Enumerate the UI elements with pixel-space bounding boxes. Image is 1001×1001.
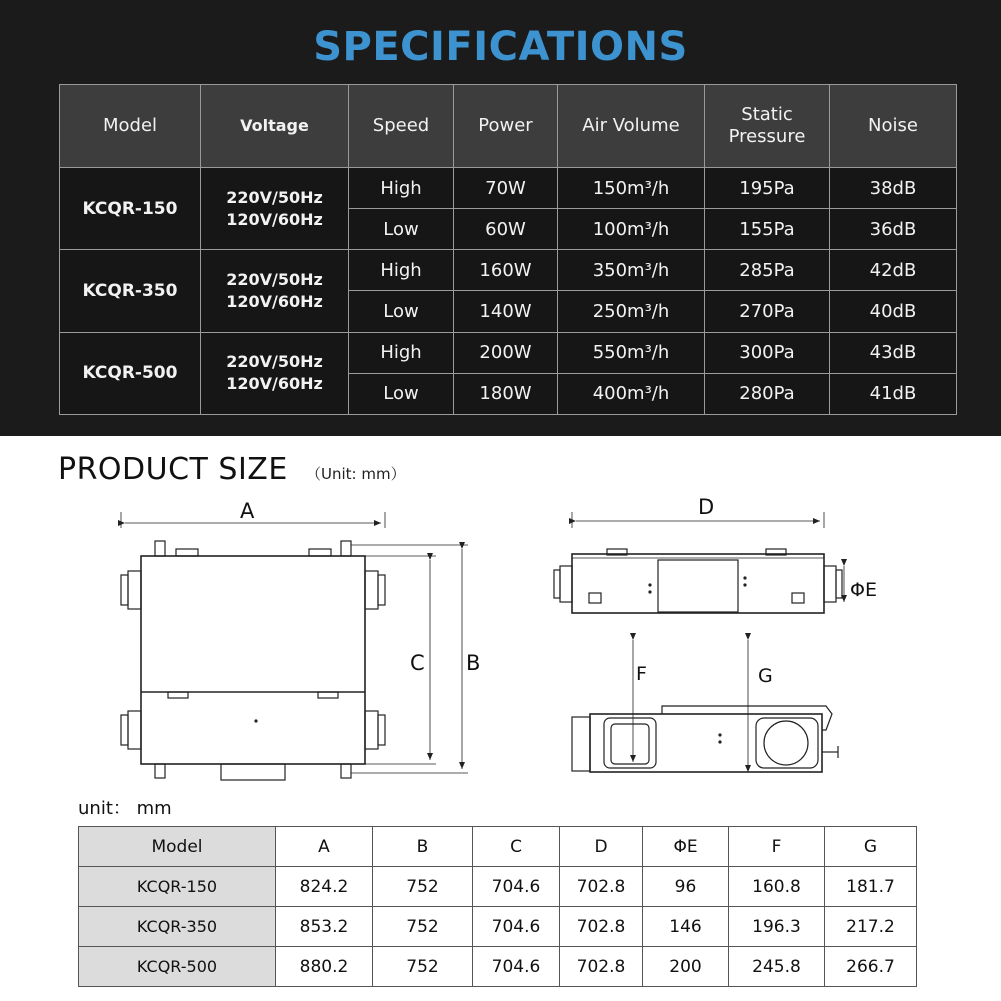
dims-header-e: ΦE — [643, 827, 729, 867]
spec-static-pressure-cell: 155Pa — [705, 209, 830, 250]
dims-model-cell: KCQR-500 — [79, 947, 276, 987]
dims-header-row — [79, 827, 917, 867]
dims-value-cell: 853.2 — [276, 907, 373, 947]
spec-header-model: Model — [60, 85, 201, 168]
specifications-table — [59, 84, 957, 415]
dims-value-cell: 752 — [373, 947, 473, 987]
dims-value-cell: 160.8 — [729, 867, 825, 907]
spec-power-cell: 160W — [454, 250, 558, 291]
product-size-unit-note: （Unit: mm） — [306, 465, 406, 483]
spec-header-speed: Speed — [349, 85, 454, 168]
dims-header-model: Model — [79, 827, 276, 867]
dims-value-cell: 880.2 — [276, 947, 373, 987]
dims-value-cell: 245.8 — [729, 947, 825, 987]
dimension-label-f: F — [636, 663, 647, 685]
spec-voltage-cell — [201, 168, 349, 250]
spec-noise-cell: 38dB — [830, 168, 957, 209]
dims-value-cell: 146 — [643, 907, 729, 947]
spec-row — [60, 168, 957, 209]
spec-header-static-pressure — [705, 85, 830, 168]
spec-row — [60, 250, 957, 291]
spec-static-pressure-cell: 300Pa — [705, 332, 830, 373]
dims-model-cell: KCQR-350 — [79, 907, 276, 947]
spec-header-voltage: Voltage — [201, 85, 349, 168]
spec-noise-cell: 43dB — [830, 332, 957, 373]
dims-row — [79, 947, 917, 987]
spec-noise-cell: 41dB — [830, 373, 957, 414]
dims-row — [79, 867, 917, 907]
dims-value-cell: 702.8 — [560, 907, 643, 947]
spec-power-cell: 180W — [454, 373, 558, 414]
spec-static-pressure-cell: 195Pa — [705, 168, 830, 209]
spec-row — [60, 332, 957, 373]
dims-header-c: C — [473, 827, 560, 867]
spec-power-cell: 60W — [454, 209, 558, 250]
spec-voltage-line: 120V/60Hz — [226, 209, 323, 229]
spec-header-noise: Noise — [830, 85, 957, 168]
spec-air-volume-cell: 550m³/h — [558, 332, 705, 373]
dims-value-cell: 752 — [373, 867, 473, 907]
spec-speed-cell: Low — [349, 291, 454, 332]
spec-static-pressure-cell: 270Pa — [705, 291, 830, 332]
spec-header-power: Power — [454, 85, 558, 168]
dimension-label-g: G — [758, 665, 773, 687]
dimension-label-e: ΦE — [850, 579, 877, 601]
spec-power-cell: 140W — [454, 291, 558, 332]
spec-model-cell: KCQR-350 — [60, 250, 201, 332]
spec-static-pressure-cell: 280Pa — [705, 373, 830, 414]
dims-value-cell: 704.6 — [473, 867, 560, 907]
dims-value-cell: 266.7 — [825, 947, 917, 987]
spec-speed-cell: High — [349, 332, 454, 373]
dims-value-cell: 200 — [643, 947, 729, 987]
front-view-drawing — [121, 499, 480, 780]
spec-voltage-line: 220V/50Hz — [226, 352, 323, 372]
spec-voltage-cell — [201, 332, 349, 414]
dims-value-cell: 704.6 — [473, 907, 560, 947]
spec-noise-cell: 42dB — [830, 250, 957, 291]
spec-speed-cell: Low — [349, 373, 454, 414]
spec-air-volume-cell: 100m³/h — [558, 209, 705, 250]
spec-noise-cell: 36dB — [830, 209, 957, 250]
spec-air-volume-cell: 250m³/h — [558, 291, 705, 332]
dims-value-cell: 181.7 — [825, 867, 917, 907]
spec-power-cell: 200W — [454, 332, 558, 373]
dims-value-cell: 217.2 — [825, 907, 917, 947]
spec-header-row — [60, 85, 957, 168]
spec-model-cell: KCQR-500 — [60, 332, 201, 414]
dims-value-cell: 824.2 — [276, 867, 373, 907]
dims-value-cell: 196.3 — [729, 907, 825, 947]
dims-value-cell: 702.8 — [560, 867, 643, 907]
spec-static-pressure-cell: 285Pa — [705, 250, 830, 291]
product-size-title: PRODUCT SIZE — [58, 452, 288, 487]
dimension-label-c: C — [410, 651, 425, 675]
dims-header-g: G — [825, 827, 917, 867]
spec-voltage-line: 120V/60Hz — [226, 291, 323, 311]
dims-header-d: D — [560, 827, 643, 867]
dims-value-cell: 704.6 — [473, 947, 560, 987]
dimension-label-b: B — [466, 651, 481, 675]
dims-value-cell: 96 — [643, 867, 729, 907]
spec-header-air-volume: Air Volume — [558, 85, 705, 168]
product-size-drawing — [0, 490, 1001, 790]
side-view-drawing — [554, 495, 877, 613]
dimension-unit-label: unit： mm — [78, 798, 172, 819]
dimension-label-a: A — [240, 499, 255, 523]
dims-value-cell: 752 — [373, 907, 473, 947]
spec-model-cell: KCQR-150 — [60, 168, 201, 250]
spec-header-static-pressure-text: Static Pressure — [728, 104, 806, 147]
specifications-title: SPECIFICATIONS — [313, 24, 688, 70]
bottom-view-drawing — [572, 640, 838, 772]
spec-speed-cell: High — [349, 168, 454, 209]
dims-value-cell: 702.8 — [560, 947, 643, 987]
dims-row — [79, 907, 917, 947]
dims-header-a: A — [276, 827, 373, 867]
spec-voltage-line: 220V/50Hz — [226, 269, 323, 289]
spec-voltage-line: 120V/60Hz — [226, 374, 323, 394]
spec-air-volume-cell: 350m³/h — [558, 250, 705, 291]
dims-header-b: B — [373, 827, 473, 867]
spec-power-cell: 70W — [454, 168, 558, 209]
specifications-panel — [0, 0, 1001, 436]
dims-header-f: F — [729, 827, 825, 867]
spec-voltage-line: 220V/50Hz — [226, 187, 323, 207]
spec-air-volume-cell: 150m³/h — [558, 168, 705, 209]
dims-model-cell: KCQR-150 — [79, 867, 276, 907]
dimension-label-d: D — [698, 495, 715, 519]
spec-air-volume-cell: 400m³/h — [558, 373, 705, 414]
spec-speed-cell: High — [349, 250, 454, 291]
dimensions-table — [78, 826, 917, 987]
spec-voltage-cell — [201, 250, 349, 332]
spec-noise-cell: 40dB — [830, 291, 957, 332]
spec-speed-cell: Low — [349, 209, 454, 250]
